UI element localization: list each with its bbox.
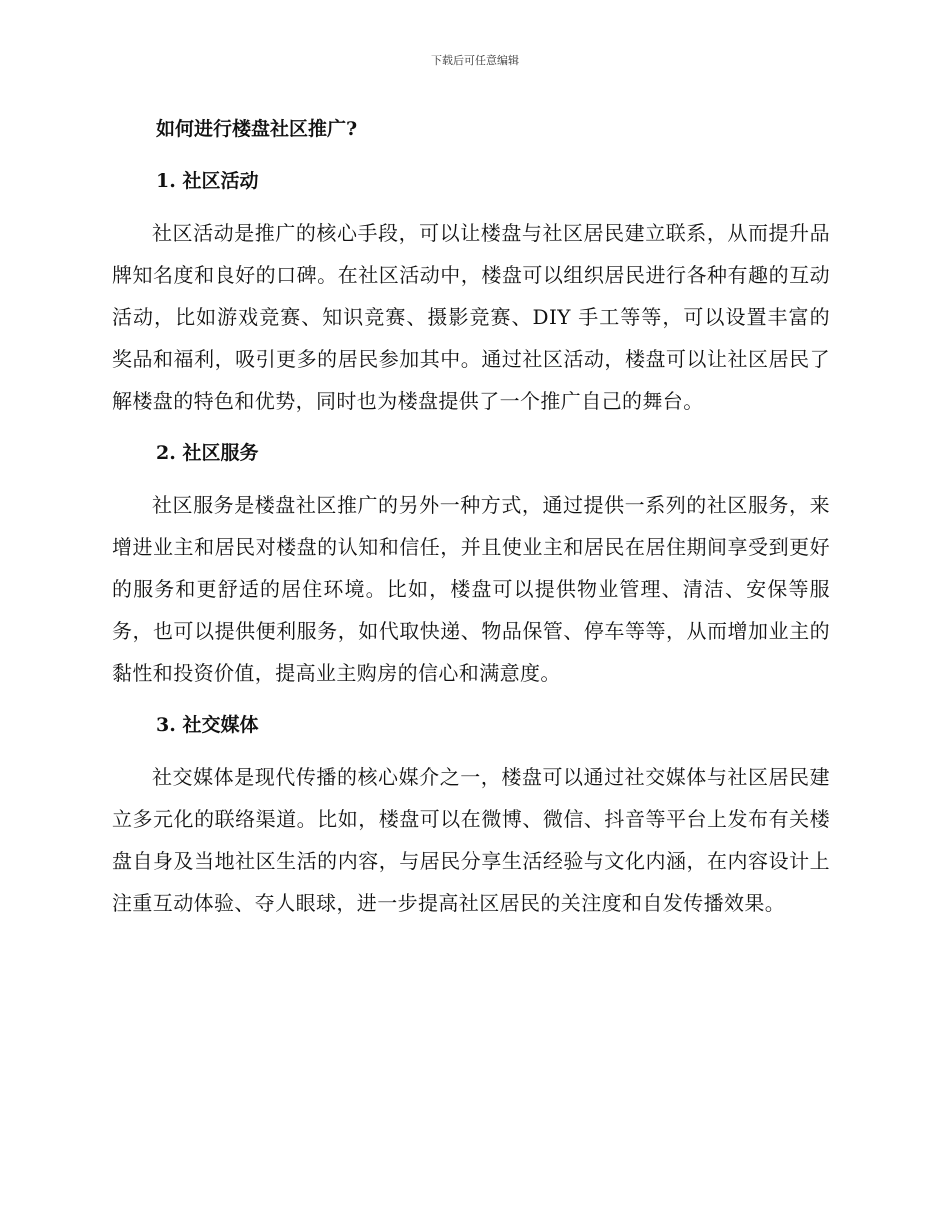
section-social-media	[112, 704, 830, 924]
section-heading: 2. 社区服务	[156, 442, 259, 464]
document-body	[112, 108, 830, 924]
section-heading: 1. 社区活动	[156, 170, 259, 192]
section-community-services	[112, 432, 830, 694]
section-paragraph: 社区活动是推广的核心手段，可以让楼盘与社区居民建立联系，从而提升品牌知名度和良好的口碑。在社区活动中，楼盘可以组织居民进行各种有趣的互动活动，比如游戏竞赛、知识竞赛、摄影竞赛、DIY 手工等等，可以设置丰富的奖品和福利，吸引更多的居民参加其中。通过社区活动，楼盘可以让社区居民了解楼盘的特色和优势，同时也为楼盘提供了一个推广自己的舞台。	[112, 221, 830, 413]
document-title: 如何进行楼盘社区推广?	[156, 118, 358, 140]
section-heading: 3. 社交媒体	[156, 714, 259, 736]
section-community-activities	[112, 160, 830, 422]
section-paragraph: 社区服务是楼盘社区推广的另外一种方式，通过提供一系列的社区服务，来增进业主和居民对楼盘的认知和信任，并且使业主和居民在居住期间享受到更好的服务和更舒适的居住环境。比如，楼盘可以提供物业管理、清洁、安保等服务，也可以提供便利服务，如代取快递、物品保管、停车等等，从而增加业主的黏性和投资价值，提高业主购房的信心和满意度。	[112, 493, 830, 685]
page-header: 下载后可任意编辑	[431, 54, 519, 67]
section-paragraph: 社交媒体是现代传播的核心媒介之一，楼盘可以通过社交媒体与社区居民建立多元化的联络渠道。比如，楼盘可以在微博、微信、抖音等平台上发布有关楼盘自身及当地社区生活的内容，与居民分享生活经验与文化内涵，在内容设计上注重互动体验、夺人眼球，进一步提高社区居民的关注度和自发传播效果。	[112, 765, 830, 915]
